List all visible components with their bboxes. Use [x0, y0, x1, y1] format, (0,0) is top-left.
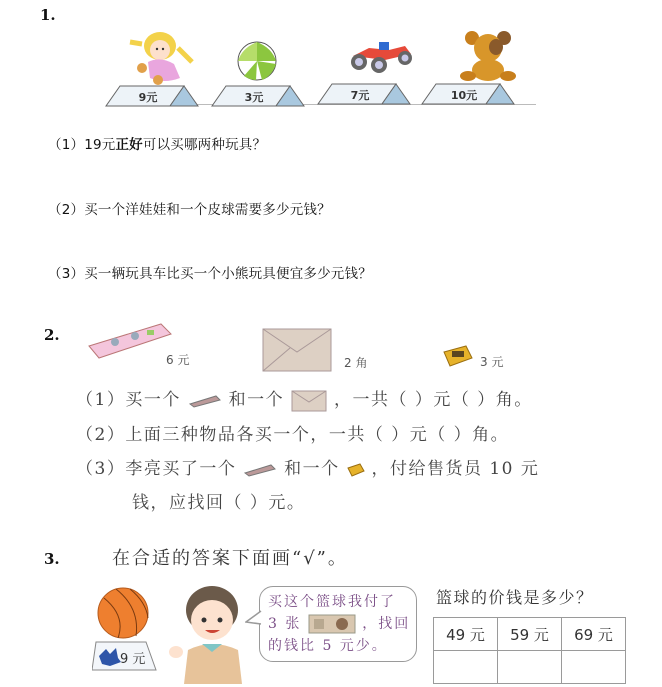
q1-question-3: （3）买一辆玩具车比买一个小熊玩具便宜多少元钱？ — [48, 266, 372, 282]
price-tag-bear: 10元 — [420, 83, 512, 105]
option-49: 49 元 — [434, 618, 498, 651]
sharpener-price: 3 元 — [480, 355, 504, 369]
check-cell-49[interactable] — [434, 651, 498, 684]
q2-line-3: （3）李亮买了一个 和一个 ，付给售货员 10 元 — [76, 459, 540, 479]
question-2-number: 2. — [44, 326, 60, 344]
ink-splat-icon — [96, 646, 122, 668]
pencil-case-small-icon — [243, 463, 277, 477]
q3-instruction: 在合适的答案下面画“√”。 — [112, 548, 348, 569]
teddy-bear-icon — [456, 30, 520, 82]
envelope-price: 2 角 — [344, 356, 368, 370]
sharpener-icon — [442, 344, 474, 368]
q2-line-2: （2）上面三种物品各买一个，一共（ ）元（ ）角。 — [76, 425, 510, 445]
q1-question-2: （2）买一个洋娃娃和一个皮球需要多少元钱？ — [48, 202, 331, 218]
check-cell-69[interactable] — [562, 651, 626, 684]
pencil-case-price: 6 元 — [166, 353, 190, 367]
envelope-icon — [262, 328, 332, 372]
q2-line-4: 钱，应找回（ ）元。 — [132, 493, 306, 513]
price-tag-doll: 9元 — [104, 85, 196, 107]
question-3-number: 3. — [44, 550, 60, 568]
q1-question-1: （1）19元正好可以买哪两种玩具？ — [48, 137, 267, 153]
speech-bubble: 买这个篮球我付了 3 张 ，找回 的钱比 5 元少。 — [259, 586, 417, 662]
toy-car-icon — [345, 38, 417, 74]
price-tag-car: 7元 — [316, 83, 408, 105]
envelope-small-icon — [291, 390, 327, 412]
option-59: 59 元 — [498, 618, 562, 651]
pencil-case-small-icon — [188, 394, 222, 408]
q2-line-1: （1）买一个 和一个 ，一共（ ）元（ ）角。 — [76, 390, 533, 410]
boy-illustration — [160, 580, 260, 684]
ball-icon — [232, 38, 282, 84]
checkmark-row — [434, 651, 626, 684]
basketball-icon — [96, 586, 150, 640]
pencil-case-icon — [85, 320, 175, 364]
price-options-row — [434, 618, 626, 651]
question-1-number: 1. — [40, 6, 56, 24]
answer-table-title: 篮球的价钱是多少？ — [436, 588, 594, 607]
speech-bubble-tail — [245, 610, 263, 626]
doll-icon — [120, 28, 200, 86]
option-69: 69 元 — [562, 618, 626, 651]
sharpener-small-icon — [347, 463, 365, 477]
check-cell-59[interactable] — [498, 651, 562, 684]
price-tag-ball: 3元 — [210, 85, 302, 107]
answer-table — [433, 617, 626, 684]
banknote-icon — [308, 614, 356, 634]
basketball-price-tag: 9 元 — [92, 640, 156, 670]
